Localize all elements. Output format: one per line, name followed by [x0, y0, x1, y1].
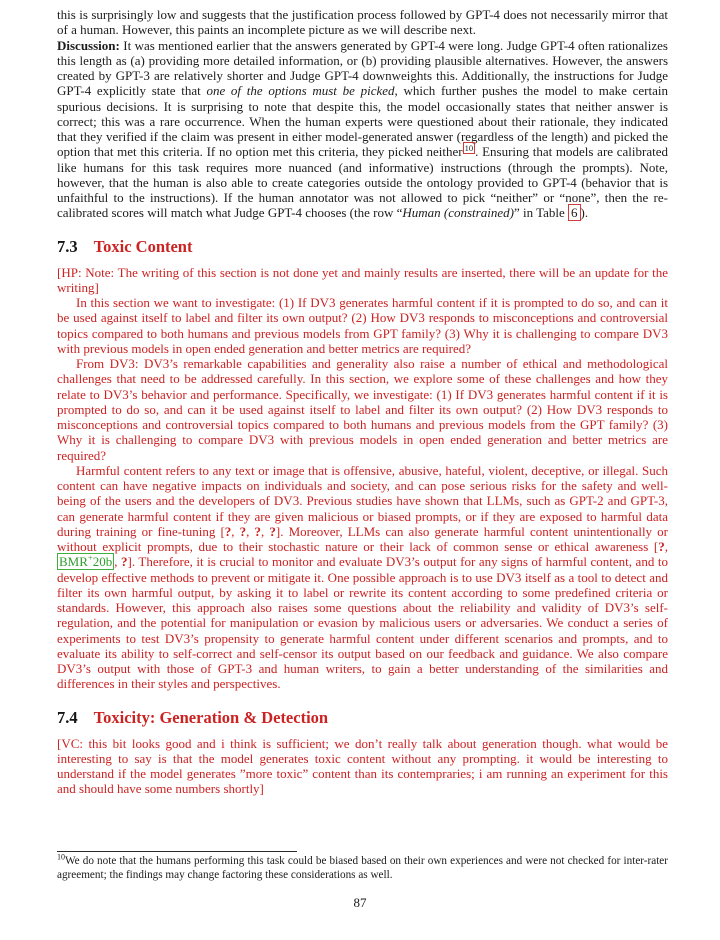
- section-number: 7.3: [57, 236, 78, 256]
- page-content: [57, 7, 668, 797]
- text-run: ,: [261, 523, 270, 539]
- footnote-area: [57, 851, 668, 882]
- text-run: ,: [246, 523, 255, 539]
- section-number: 7.4: [57, 707, 78, 727]
- paragraph: [57, 736, 668, 797]
- section-heading: [57, 708, 668, 728]
- paragraph: [57, 356, 668, 463]
- table-ref-link[interactable]: 6: [568, 204, 581, 221]
- text-run: ,: [231, 523, 240, 539]
- text-run: ?: [254, 523, 262, 539]
- text-run: ]. Moreover, LLMs can also generate harmful content unintentionally or without explicit prompts, due to their stochastic nature or their lack of common sense or ethical awareness [: [57, 523, 669, 554]
- section-title: Toxicity: Generation & Detection: [93, 707, 329, 727]
- text-run: one of the options must be picked: [206, 83, 395, 99]
- footnote-text: We do note that the humans performing this task could be biased based on their own experiences and were not checked for inter-rater agreement; the findings may change factoring these considerations as well.: [57, 855, 668, 881]
- text-run: ?: [269, 523, 276, 539]
- text-run: . Ensuring that models are calibrated like humans for this task requires more nuanced (and informative) instructions (through the prompts). Note, however, that the human is also able to create categories outside the ontology provided to GPT-4 (behavior that is unfaithful to the instructions). If the human annotator was not allowed to pick “neither” or “none”, then the re-calibrated scores will match what Judge GPT-4 chooses (the row “: [57, 144, 669, 221]
- text-run: Discussion:: [57, 37, 120, 53]
- text-run: ?: [658, 539, 665, 554]
- text-run: It was mentioned earlier that the answers generated by GPT-4 were long. Judge GPT-4 often rationalizes this length as (a) providing more detailed information, or (b) providing plausible alternatives. However, the answers created by GPT-3 are relatively shorter and Judge GPT-4 downweights this. Additionally, the instructions for Judge GPT-4 explicitly state that: [57, 37, 668, 99]
- paragraph: [57, 265, 668, 296]
- text-run: [HP: Note: The writing of this section is not done yet and mainly results are inserted, there will be an update for the writing]: [57, 264, 668, 295]
- text-run: , which further pushes the model to make certain spurious decisions. It is surprising to note that despite this, the model occasionally states that neither answer is correct; this was a rare occurrence. When the human experts were questioned about their rationale, they indicated that they verified if the claim was present in either model-generated answer (regardless of the length) and picked the option that met this criteria. If no option met this criteria, they picked neither: [57, 83, 668, 160]
- page-number: 87: [353, 895, 367, 910]
- text-run: this is surprisingly low and suggests that the justification process followed by GPT-4 does not necessarily mirror that of a human. However, this paints an incomplete picture as we will describe next.: [57, 7, 668, 38]
- text-run: ?: [121, 554, 128, 570]
- text-run: [VC: this bit looks good and i think is sufficient; we don’t really talk about generation though. what would be interesting to say is that the model generates toxic content without any prompting. it would be interesting to understand if the model generates ”more toxic” content than its contempraries; i am running an experiment for this and should have some numbers shortly]: [57, 735, 668, 797]
- footnote: [57, 852, 668, 882]
- text-run: ,: [664, 539, 668, 554]
- text-run: ?: [239, 523, 247, 539]
- text-run: ]. Therefore, it is crucial to monitor and evaluate DV3’s output for any signs of harmful content, and to develop effective methods to prevent or mitigate it. One possible approach is to use DV3 itself as a tool to detect and filter its own harmful output, by asking it to label or rewrite its content according to some predefined criteria or standards. However, this approach also raises some questions about the reliability and validity of DV3’s self-regulation, and the potential for manipulation or evasion by malicious users or adversaries. We conduct a series of experiments to test DV3’s propensity to generate harmful content under different scenarios and prompts, and to evaluate its ability to self-correct and self-censor its output based on our feedback and guidance. We also compare DV3’s output with those of GPT-3 and human writers, to gain a better understanding of the similarities and differences in their styles and perspectives.: [57, 554, 668, 692]
- paragraph: [57, 463, 668, 692]
- section-title: Toxic Content: [93, 236, 193, 256]
- paragraph: [57, 7, 668, 38]
- text-run: ).: [580, 205, 589, 221]
- text-run: In this section we want to investigate: (1) If DV3 generates harmful content if it is prompted to do so, and can it be used against itself to label and filter its own output? (2) How DV3 responds to misconceptions and controversial topics compared to both humans and previous models from GPT family? (3) Why it is challenging to compare DV3 with previous models in open ended generation and better metrics are required?: [57, 295, 668, 356]
- section-heading: [57, 237, 668, 257]
- footnote-marker: 10: [57, 852, 65, 862]
- paragraph: [57, 295, 668, 356]
- footnote-ref-link[interactable]: 10: [464, 142, 474, 153]
- text-run: From DV3: DV3’s remarkable capabilities and generality also raise a number of ethical and methodological challenges that need to be addressed carefully. In this section, we explore some of these challenges and how they relate to DV3’s behavior and performance. Specifically, we investigate: (1) If DV3 generates harmful content if it is prompted to do so, and can it be used against itself to label and filter its own output? (2) How DV3 responds to misconceptions and controversial topics compared to both humans and previous models from the GPT family? (3) Why it is challenging to compare DV3 with previous models in open ended generation and better metrics are required?: [57, 356, 668, 463]
- text-run: Harmful content refers to any text or image that is offensive, abusive, hateful, violent, deceptive, or illegal. Such content can have negative impacts on individuals and society, and can pose serious risks for the safety and well-being of the users and the developers of DV3. Previous studies have shown that LLMs, such as GPT-2 and GPT-3, can generate harmful content if they are given malicious or biased prompts, or if they are exposed to harmful data during training or fine-tuning [: [57, 462, 668, 539]
- text-run: ,: [114, 554, 121, 570]
- footnote-rule: [57, 851, 297, 852]
- text-run: ” in Table: [513, 205, 569, 221]
- text-run: Human (constrained): [402, 205, 514, 221]
- paragraph: [57, 38, 668, 221]
- text-run: ?: [224, 523, 232, 539]
- citation-link[interactable]: BMR+20b: [59, 552, 113, 570]
